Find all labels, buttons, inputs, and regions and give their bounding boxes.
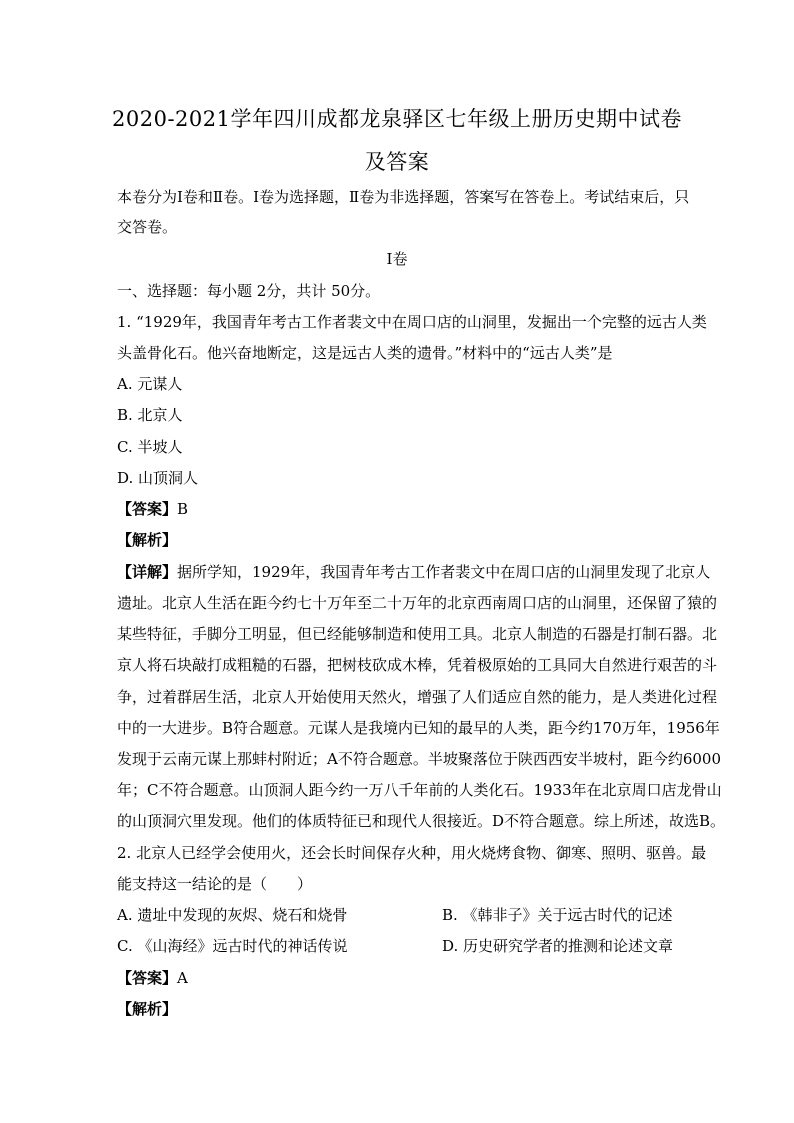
title-line-1: 2020-2021学年四川成都龙泉驿区七年级上册历史期中试卷 (112, 107, 682, 131)
q1-stem-line-2: 头盖骨化石。他兴奋地断定，这是远古人类的遗骨。”材料中的“远古人类”是 (117, 344, 613, 362)
q2-analysis-label: 【解析】 (117, 1000, 178, 1018)
q1-answer-label: 【答案】 (117, 500, 178, 518)
q2-option-a: A. 遗址中发现的灰烬、烧石和烧骨 (117, 906, 348, 924)
intro-line-1: 本卷分为Ⅰ卷和Ⅱ卷。Ⅰ卷为选择题，Ⅱ卷为非选择题，答案写在答卷上。考试结束后，只 (117, 188, 690, 206)
q2-option-b: B. 《韩非子》关于远古时代的记述 (442, 906, 673, 924)
q1-detail-line-7: 发现于云南元谋上那蚌村附近；A不符合题意。半坡聚落位于陕西西安半坡村，距今约6000 (117, 750, 722, 768)
q1-detail-text-1: 据所学知，1929年，我国青年考古工作者裴文中在周口店的山洞里发现了北京人 (177, 563, 711, 581)
q2-stem-line-1: 2. 北京人已经学会使用火，还会长时间保存火种，用火烧烤食物、御寒、照明、驱兽。最 (117, 844, 707, 862)
part-heading: 一、选择题：每小题 2分，共计 50分。 (117, 282, 381, 300)
q1-option-c: C. 半坡人 (117, 438, 183, 456)
q1-detail-line-4: 京人将石块敲打成粗糙的石器，把树枝砍成木棒，凭着极原始的工具同大自然进行艰苦的斗 (117, 656, 718, 674)
q1-stem-line-1: 1. “1929年，我国青年考古工作者裴文中在周口店的山洞里，发掘出一个完整的远古人类 (117, 313, 707, 331)
q1-analysis-label: 【解析】 (117, 531, 178, 549)
q1-answer-value: B (177, 500, 189, 518)
q1-detail-line-6: 中的一大进步。B符合题意。元谋人是我境内已知的最早的人类，距今约170万年，1956年 (117, 719, 720, 737)
q1-detail-line-5: 争，过着群居生活，北京人开始使用天然火，增强了人们适应自然的能力，是人类进化过程 (117, 688, 718, 706)
q1-detail-line-9: 的山顶洞穴里发现。他们的体质特征已和现代人很接近。D不符合题意。综上所述，故选B。 (117, 812, 726, 830)
q1-detail-line-2: 遗址。北京人生活在距今约七十万年至二十万年的北京西南周口店的山洞里，还保留了猿的 (117, 594, 718, 612)
q1-answer (117, 498, 188, 519)
q1-detail-label: 【详解】 (117, 563, 178, 581)
q1-option-b: B. 北京人 (117, 406, 183, 424)
q1-option-d: D. 山顶洞人 (117, 469, 199, 487)
q1-detail-line-3: 某些特征，手脚分工明显，但已经能够制造和使用工具。北京人制造的石器是打制石器。北 (117, 625, 718, 643)
q2-option-d: D. 历史研究学者的推测和论述文章 (442, 937, 674, 955)
intro-line-2: 交答卷。 (117, 218, 178, 236)
q1-detail-line-1 (117, 561, 711, 582)
q2-answer (117, 967, 188, 988)
q2-answer-value: A (177, 969, 188, 987)
q1-option-a: A. 元谋人 (117, 375, 183, 393)
q2-option-c: C. 《山海经》远古时代的神话传说 (117, 937, 348, 955)
q2-stem-line-2: 能支持这一结论的是（ ） (117, 875, 313, 893)
title-line-2: 及答案 (364, 150, 430, 174)
q1-detail-line-8: 年；C不符合题意。山顶洞人距今约一万八千年前的人类化石。1933年在北京周口店龙骨山 (117, 781, 722, 799)
q2-answer-label: 【答案】 (117, 969, 178, 987)
section-label: Ⅰ卷 (386, 250, 408, 268)
